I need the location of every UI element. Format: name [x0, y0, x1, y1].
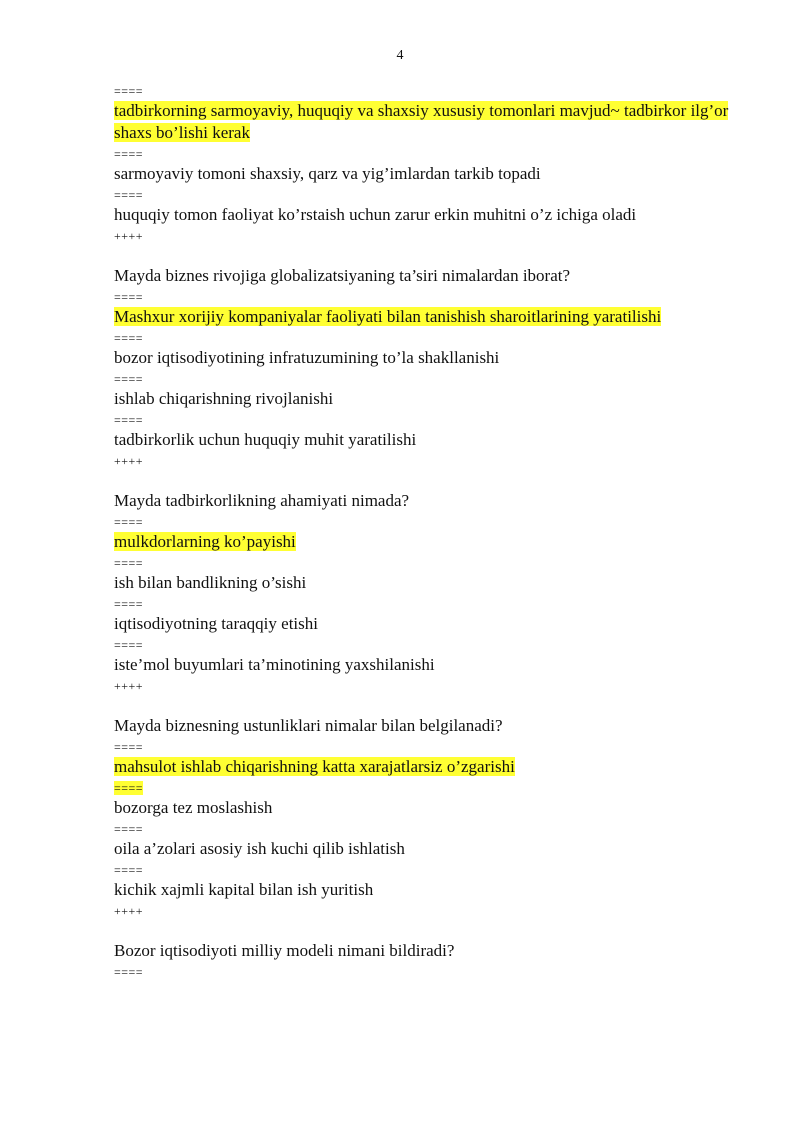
separator: ====: [114, 413, 144, 427]
separator: ====: [114, 863, 144, 877]
answer-option-correct: [114, 531, 754, 553]
answer-option: ishlab chiqarishning rivojlanishi: [114, 389, 334, 408]
answer-highlight: mahsulot ishlab chiqarishning katta xarajatlarsiz o’zgarishi: [114, 757, 515, 776]
separator: ====: [114, 290, 144, 304]
question-block: [114, 265, 754, 468]
answer-highlight: tadbirkorning sarmoyaviy, huquqiy va shaxsiy xususiy tomonlari mavjud~ tadbirkor ilg’or shaxs bo’lishi kerak: [114, 101, 729, 142]
separator: ====: [114, 740, 144, 754]
document-body: [114, 84, 754, 979]
answer-option: tadbirkorlik uchun huquqiy muhit yaratilishi: [114, 430, 417, 449]
question-text: Mayda biznes rivojiga globalizatsiyaning ta’siri nimalardan iborat?: [114, 266, 571, 285]
answer-option-correct: [114, 100, 754, 144]
answer-highlight: Mashxur xorijiy kompaniyalar faoliyati bilan tanishish sharoitlarining yaratilishi: [114, 307, 662, 326]
separator: ====: [114, 372, 144, 386]
separator: ====: [114, 331, 144, 345]
separator: ====: [114, 84, 144, 98]
answer-option: sarmoyaviy tomoni shaxsiy, qarz va yig’imlardan tarkib topadi: [114, 164, 541, 183]
end-marker: ++++: [114, 454, 144, 468]
answer-highlight: mulkdorlarning ko’payishi: [114, 532, 296, 551]
answer-option: iqtisodiyotning taraqqiy etishi: [114, 614, 318, 633]
answer-option-correct: [114, 306, 754, 328]
answer-option: oila a’zolari asosiy ish kuchi qilib ishlatish: [114, 839, 405, 858]
separator: ====: [114, 188, 144, 202]
question-block: [114, 940, 754, 979]
page-number: 4: [396, 48, 404, 63]
answer-option-correct: [114, 756, 754, 778]
separator: ====: [114, 556, 144, 570]
end-marker: ++++: [114, 229, 144, 243]
separator: ====: [114, 147, 144, 161]
answer-option: iste’mol buyumlari ta’minotining yaxshilanishi: [114, 655, 435, 674]
separator: ====: [114, 822, 144, 836]
answer-option: kichik xajmli kapital bilan ish yuritish: [114, 880, 374, 899]
separator: ====: [114, 515, 144, 529]
question-block: [114, 715, 754, 918]
separator: ====: [114, 597, 144, 611]
separator-highlighted: [114, 781, 754, 795]
answer-option: huquqiy tomon faoliyat ko’rstaish uchun zarur erkin muhitni o’z ichiga oladi: [114, 205, 637, 224]
question-block: [114, 84, 754, 243]
end-marker: ++++: [114, 904, 144, 918]
separator: ====: [114, 638, 144, 652]
separator-highlight: ====: [114, 781, 144, 795]
separator: ====: [114, 965, 144, 979]
question-text: Mayda biznesning ustunliklari nimalar bilan belgilanadi?: [114, 716, 503, 735]
question-block: [114, 490, 754, 693]
answer-option: bozor iqtisodiyotining infratuzumining to’la shakllanishi: [114, 348, 500, 367]
question-text: Bozor iqtisodiyoti milliy modeli nimani bildiradi?: [114, 941, 455, 960]
question-text: Mayda tadbirkorlikning ahamiyati nimada?: [114, 491, 410, 510]
answer-option: ish bilan bandlikning o’sishi: [114, 573, 307, 592]
answer-option: bozorga tez moslashish: [114, 798, 273, 817]
end-marker: ++++: [114, 679, 144, 693]
